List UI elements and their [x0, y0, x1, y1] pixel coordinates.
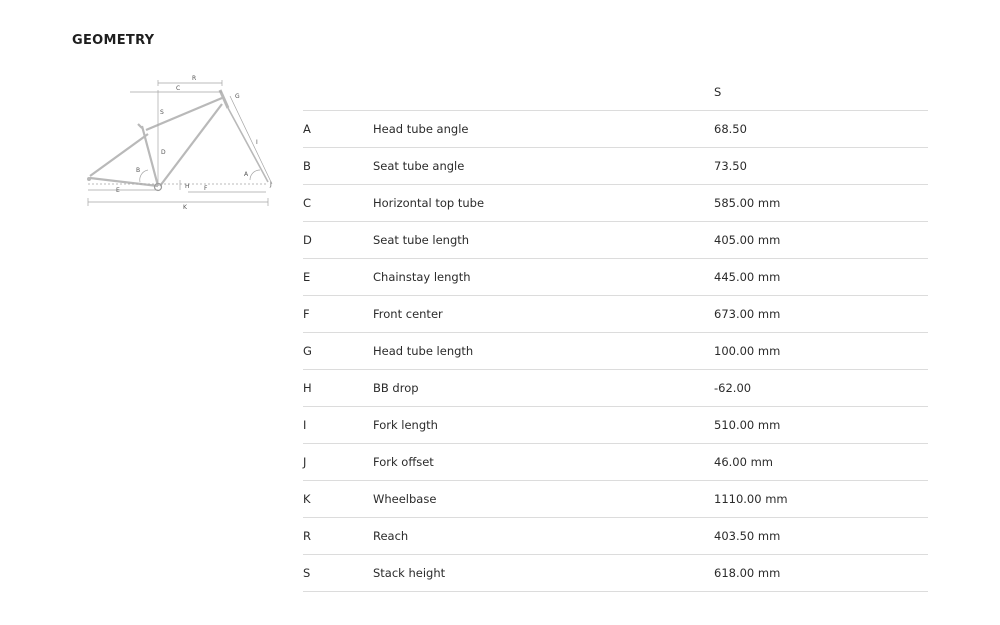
row-name: Fork offset	[373, 455, 434, 469]
diagram-label-d: D	[161, 149, 166, 156]
frame-geometry-svg	[80, 72, 280, 212]
diagram-label-h: H	[185, 183, 190, 190]
row-value: 673.00 mm	[714, 307, 781, 321]
row-value: 445.00 mm	[714, 270, 781, 284]
diagram-label-e: E	[116, 187, 120, 194]
table-row	[303, 370, 928, 407]
row-code: C	[303, 196, 312, 210]
table-row	[303, 407, 928, 444]
row-value: -62.00	[714, 381, 752, 395]
table-row	[303, 333, 928, 370]
row-name: BB drop	[373, 381, 419, 395]
table-row	[303, 111, 928, 148]
diagram-label-j: J	[270, 181, 272, 188]
row-value: 618.00 mm	[714, 566, 781, 580]
table-row	[303, 444, 928, 481]
table-row	[303, 259, 928, 296]
row-code: A	[303, 122, 311, 136]
row-name: Seat tube angle	[373, 159, 465, 173]
row-code: R	[303, 529, 311, 543]
row-code: D	[303, 233, 312, 247]
row-name: Head tube length	[373, 344, 474, 358]
diagram-label-k: K	[183, 204, 187, 211]
table-row	[303, 518, 928, 555]
row-value: 403.50 mm	[714, 529, 781, 543]
row-code: H	[303, 381, 312, 395]
row-name: Reach	[373, 529, 409, 543]
row-name: Stack height	[373, 566, 446, 580]
header-name	[373, 73, 703, 110]
diagram-label-a: A	[244, 171, 249, 178]
row-value: 100.00 mm	[714, 344, 781, 358]
geometry-diagram	[80, 72, 280, 212]
table-row	[303, 148, 928, 185]
seat-angle-arc	[140, 170, 148, 182]
header-size: S	[714, 84, 722, 99]
row-code: G	[303, 344, 312, 358]
row-code: S	[303, 566, 311, 580]
row-name: Wheelbase	[373, 492, 437, 506]
rear-dropout	[87, 177, 91, 181]
row-code: I	[303, 418, 307, 432]
fork-length-line	[230, 96, 272, 184]
row-code: E	[303, 270, 311, 284]
diagram-label-s: S	[160, 109, 164, 116]
head-angle-arc	[250, 170, 260, 180]
row-name: Fork length	[373, 418, 438, 432]
row-value: 46.00 mm	[714, 455, 773, 469]
row-name: Horizontal top tube	[373, 196, 485, 210]
row-value: 73.50	[714, 159, 747, 173]
table-row	[303, 555, 928, 592]
diagram-label-g: G	[235, 93, 240, 100]
diagram-label-i: I	[256, 139, 258, 146]
seat-post	[138, 124, 142, 128]
table-row	[303, 481, 928, 518]
row-name: Seat tube length	[373, 233, 470, 247]
row-value: 585.00 mm	[714, 196, 781, 210]
diagram-label-f: F	[204, 185, 208, 192]
row-name: Head tube angle	[373, 122, 469, 136]
geometry-table	[303, 73, 928, 592]
row-code: B	[303, 159, 311, 173]
diagram-label-b: B	[136, 167, 141, 174]
seat-tube	[142, 126, 158, 186]
table-row	[303, 185, 928, 222]
header-code	[303, 73, 363, 110]
row-name: Chainstay length	[373, 270, 471, 284]
row-code: J	[303, 455, 307, 469]
row-value: 510.00 mm	[714, 418, 781, 432]
row-code: F	[303, 307, 310, 321]
row-value: 68.50	[714, 122, 747, 136]
down-tube	[160, 104, 222, 186]
row-name: Front center	[373, 307, 443, 321]
bike-frame	[90, 90, 268, 186]
row-value: 1110.00 mm	[714, 492, 788, 506]
table-row	[303, 296, 928, 333]
diagram-label-r: R	[192, 75, 197, 82]
row-code: K	[303, 492, 311, 506]
row-value: 405.00 mm	[714, 233, 781, 247]
table-row	[303, 222, 928, 259]
chain-stay	[90, 178, 158, 186]
top-tube	[146, 98, 222, 130]
diagram-label-c: C	[176, 85, 181, 92]
section-title: GEOMETRY	[72, 33, 155, 48]
table-header	[303, 73, 928, 111]
diagram-labels	[116, 75, 272, 211]
